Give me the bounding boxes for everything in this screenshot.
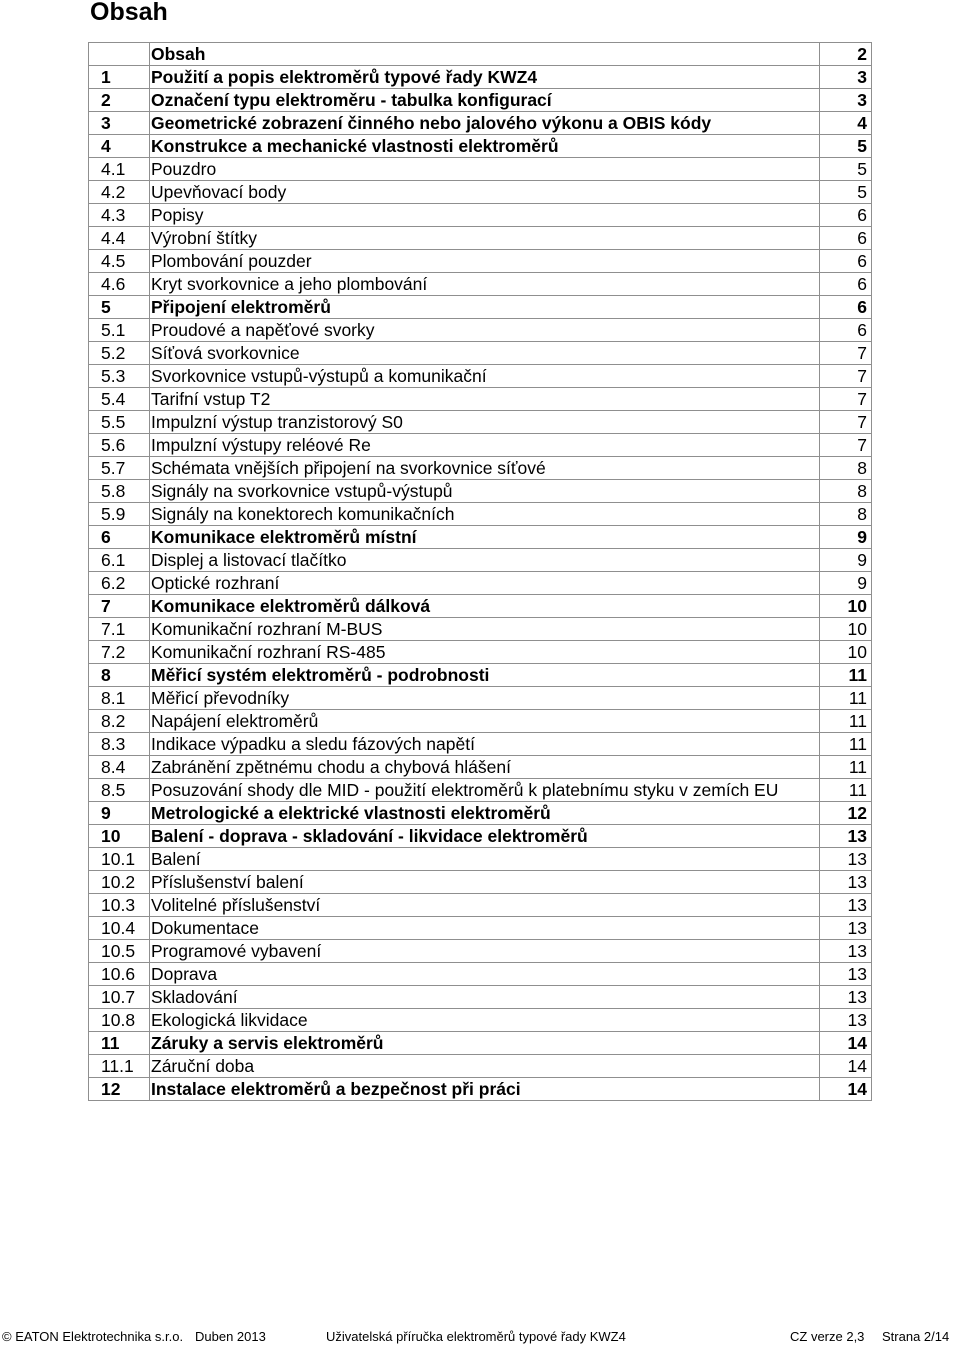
toc-row bbox=[89, 1009, 872, 1032]
toc-entry-title: Napájení elektroměrů bbox=[150, 710, 820, 733]
toc-entry-title: Použití a popis elektroměrů typové řady KWZ4 bbox=[150, 66, 820, 89]
toc-entry-number: 4.1 bbox=[89, 158, 150, 181]
toc-entry-page: 8 bbox=[820, 457, 872, 480]
toc-entry-title: Komunikační rozhraní M-BUS bbox=[150, 618, 820, 641]
toc-row bbox=[89, 319, 872, 342]
toc-entry-title: Impulzní výstupy reléové Re bbox=[150, 434, 820, 457]
toc-entry-title: Balení - doprava - skladování - likvidace elektroměrů bbox=[150, 825, 820, 848]
toc-entry-title: Zabránění zpětnému chodu a chybová hlášení bbox=[150, 756, 820, 779]
toc-entry-page: 10 bbox=[820, 618, 872, 641]
toc-entry-number: 12 bbox=[89, 1078, 150, 1101]
toc-entry-number: 3 bbox=[89, 112, 150, 135]
toc-entry-page: 13 bbox=[820, 1009, 872, 1032]
toc-entry-page: 7 bbox=[820, 434, 872, 457]
toc-row bbox=[89, 687, 872, 710]
toc-entry-number: 6 bbox=[89, 526, 150, 549]
toc-entry-number: 5.8 bbox=[89, 480, 150, 503]
toc-row bbox=[89, 480, 872, 503]
toc-entry-title: Dokumentace bbox=[150, 917, 820, 940]
toc-entry-number: 7.1 bbox=[89, 618, 150, 641]
page-footer bbox=[0, 1327, 960, 1347]
toc-entry-page: 11 bbox=[820, 710, 872, 733]
toc-row bbox=[89, 66, 872, 89]
toc-entry-title: Konstrukce a mechanické vlastnosti elektroměrů bbox=[150, 135, 820, 158]
toc-entry-page: 6 bbox=[820, 204, 872, 227]
toc-row bbox=[89, 871, 872, 894]
toc-row bbox=[89, 963, 872, 986]
toc-entry-number: 5.6 bbox=[89, 434, 150, 457]
footer-copyright: © EATON Elektrotechnika s.r.o. bbox=[2, 1329, 184, 1344]
toc-entry-page: 6 bbox=[820, 319, 872, 342]
toc-entry-page: 11 bbox=[820, 733, 872, 756]
toc-entry-number: 5.4 bbox=[89, 388, 150, 411]
toc-row bbox=[89, 802, 872, 825]
toc-entry-number: 10.8 bbox=[89, 1009, 150, 1032]
toc-entry-number: 5.7 bbox=[89, 457, 150, 480]
toc-entry-title: Komunikace elektroměrů místní bbox=[150, 526, 820, 549]
toc-entry-title: Posuzování shody dle MID - použití elektroměrů k platebnímu styku v zemích EU bbox=[150, 779, 820, 802]
toc-body bbox=[89, 43, 872, 1101]
table-of-contents bbox=[88, 42, 872, 1101]
footer-document-title: Uživatelská příručka elektroměrů typové řady KWZ4 bbox=[326, 1329, 626, 1344]
toc-entry-number: 5.3 bbox=[89, 365, 150, 388]
footer-page-number: Strana 2/14 bbox=[882, 1329, 950, 1344]
toc-row bbox=[89, 1055, 872, 1078]
toc-entry-page: 14 bbox=[820, 1078, 872, 1101]
toc-entry-number bbox=[89, 43, 150, 66]
toc-row bbox=[89, 43, 872, 66]
toc-row bbox=[89, 917, 872, 940]
toc-entry-number: 4.3 bbox=[89, 204, 150, 227]
toc-entry-number: 5.2 bbox=[89, 342, 150, 365]
toc-row bbox=[89, 204, 872, 227]
toc-row bbox=[89, 296, 872, 319]
toc-entry-title: Geometrické zobrazení činného nebo jalového výkonu a OBIS kódy bbox=[150, 112, 820, 135]
toc-entry-title: Síťová svorkovnice bbox=[150, 342, 820, 365]
toc-entry-title: Volitelné příslušenství bbox=[150, 894, 820, 917]
toc-entry-page: 10 bbox=[820, 641, 872, 664]
toc-entry-number: 7.2 bbox=[89, 641, 150, 664]
toc-entry-number: 5.9 bbox=[89, 503, 150, 526]
toc-entry-title: Popisy bbox=[150, 204, 820, 227]
toc-entry-number: 9 bbox=[89, 802, 150, 825]
toc-row bbox=[89, 273, 872, 296]
toc-row bbox=[89, 1078, 872, 1101]
toc-entry-number: 10.2 bbox=[89, 871, 150, 894]
toc-row bbox=[89, 434, 872, 457]
toc-row bbox=[89, 733, 872, 756]
toc-row bbox=[89, 572, 872, 595]
toc-entry-title: Balení bbox=[150, 848, 820, 871]
toc-entry-page: 7 bbox=[820, 365, 872, 388]
footer-date: Duben 2013 bbox=[195, 1329, 266, 1344]
toc-row bbox=[89, 848, 872, 871]
toc-entry-page: 10 bbox=[820, 595, 872, 618]
toc-entry-title: Metrologické a elektrické vlastnosti elektroměrů bbox=[150, 802, 820, 825]
toc-entry-title: Výrobní štítky bbox=[150, 227, 820, 250]
toc-entry-page: 13 bbox=[820, 825, 872, 848]
toc-row bbox=[89, 756, 872, 779]
toc-entry-title: Komunikační rozhraní RS-485 bbox=[150, 641, 820, 664]
toc-entry-page: 6 bbox=[820, 273, 872, 296]
toc-entry-number: 8.1 bbox=[89, 687, 150, 710]
toc-entry-page: 6 bbox=[820, 227, 872, 250]
toc-entry-number: 7 bbox=[89, 595, 150, 618]
toc-entry-title: Displej a listovací tlačítko bbox=[150, 549, 820, 572]
toc-entry-title: Připojení elektroměrů bbox=[150, 296, 820, 319]
toc-entry-number: 5 bbox=[89, 296, 150, 319]
toc-entry-page: 13 bbox=[820, 940, 872, 963]
toc-entry-title: Záruční doba bbox=[150, 1055, 820, 1078]
toc-entry-number: 10.1 bbox=[89, 848, 150, 871]
toc-row bbox=[89, 227, 872, 250]
toc-entry-title: Plombování pouzder bbox=[150, 250, 820, 273]
toc-entry-number: 10.6 bbox=[89, 963, 150, 986]
toc-row bbox=[89, 365, 872, 388]
toc-entry-title: Schémata vnějších připojení na svorkovnice síťové bbox=[150, 457, 820, 480]
toc-entry-page: 6 bbox=[820, 296, 872, 319]
toc-entry-number: 8.3 bbox=[89, 733, 150, 756]
toc-entry-title: Programové vybavení bbox=[150, 940, 820, 963]
toc-entry-title: Signály na svorkovnice vstupů-výstupů bbox=[150, 480, 820, 503]
toc-row bbox=[89, 664, 872, 687]
toc-entry-page: 13 bbox=[820, 871, 872, 894]
toc-entry-page: 9 bbox=[820, 572, 872, 595]
toc-entry-title: Záruky a servis elektroměrů bbox=[150, 1032, 820, 1055]
toc-entry-page: 3 bbox=[820, 89, 872, 112]
toc-entry-title: Označení typu elektroměru - tabulka konfigurací bbox=[150, 89, 820, 112]
toc-row bbox=[89, 250, 872, 273]
toc-entry-page: 7 bbox=[820, 411, 872, 434]
toc-entry-title: Proudové a napěťové svorky bbox=[150, 319, 820, 342]
toc-entry-number: 10.3 bbox=[89, 894, 150, 917]
toc-entry-number: 4 bbox=[89, 135, 150, 158]
toc-entry-page: 13 bbox=[820, 963, 872, 986]
toc-entry-page: 9 bbox=[820, 526, 872, 549]
toc-row bbox=[89, 1032, 872, 1055]
toc-entry-number: 11 bbox=[89, 1032, 150, 1055]
toc-row bbox=[89, 388, 872, 411]
toc-entry-page: 13 bbox=[820, 917, 872, 940]
toc-entry-title: Příslušenství balení bbox=[150, 871, 820, 894]
toc-entry-page: 4 bbox=[820, 112, 872, 135]
toc-entry-number: 6.2 bbox=[89, 572, 150, 595]
toc-row bbox=[89, 986, 872, 1009]
toc-entry-title: Skladování bbox=[150, 986, 820, 1009]
page-title: Obsah bbox=[90, 0, 168, 26]
toc-entry-page: 5 bbox=[820, 181, 872, 204]
toc-entry-title: Svorkovnice vstupů-výstupů a komunikační bbox=[150, 365, 820, 388]
toc-entry-page: 13 bbox=[820, 894, 872, 917]
toc-row bbox=[89, 940, 872, 963]
toc-entry-title: Optické rozhraní bbox=[150, 572, 820, 595]
toc-entry-title: Signály na konektorech komunikačních bbox=[150, 503, 820, 526]
toc-row bbox=[89, 135, 872, 158]
toc-row bbox=[89, 526, 872, 549]
toc-entry-title: Tarifní vstup T2 bbox=[150, 388, 820, 411]
toc-entry-title: Měřicí převodníky bbox=[150, 687, 820, 710]
toc-entry-page: 5 bbox=[820, 135, 872, 158]
toc-entry-page: 11 bbox=[820, 779, 872, 802]
toc-entry-number: 8.5 bbox=[89, 779, 150, 802]
toc-entry-page: 14 bbox=[820, 1032, 872, 1055]
toc-entry-number: 6.1 bbox=[89, 549, 150, 572]
toc-entry-title: Kryt svorkovnice a jeho plombování bbox=[150, 273, 820, 296]
toc-entry-number: 8 bbox=[89, 664, 150, 687]
toc-entry-page: 8 bbox=[820, 480, 872, 503]
toc-entry-page: 2 bbox=[820, 43, 872, 66]
toc-entry-title: Komunikace elektroměrů dálková bbox=[150, 595, 820, 618]
toc-entry-number: 4.6 bbox=[89, 273, 150, 296]
toc-entry-title: Měřicí systém elektroměrů - podrobnosti bbox=[150, 664, 820, 687]
toc-row bbox=[89, 342, 872, 365]
toc-entry-title: Impulzní výstup tranzistorový S0 bbox=[150, 411, 820, 434]
toc-row bbox=[89, 89, 872, 112]
toc-entry-number: 4.4 bbox=[89, 227, 150, 250]
toc-entry-page: 13 bbox=[820, 848, 872, 871]
toc-entry-page: 7 bbox=[820, 342, 872, 365]
toc-entry-number: 4.2 bbox=[89, 181, 150, 204]
toc-entry-number: 5.1 bbox=[89, 319, 150, 342]
footer-version: CZ verze 2,3 bbox=[790, 1329, 865, 1344]
toc-row bbox=[89, 894, 872, 917]
toc-entry-title: Ekologická likvidace bbox=[150, 1009, 820, 1032]
toc-row bbox=[89, 549, 872, 572]
toc-entry-title: Obsah bbox=[150, 43, 820, 66]
toc-entry-number: 10.5 bbox=[89, 940, 150, 963]
toc-entry-number: 10.7 bbox=[89, 986, 150, 1009]
toc-row bbox=[89, 641, 872, 664]
toc-entry-page: 9 bbox=[820, 549, 872, 572]
toc-entry-number: 5.5 bbox=[89, 411, 150, 434]
toc-row bbox=[89, 112, 872, 135]
toc-entry-number: 8.2 bbox=[89, 710, 150, 733]
toc-entry-page: 14 bbox=[820, 1055, 872, 1078]
toc-row bbox=[89, 411, 872, 434]
toc-entry-number: 11.1 bbox=[89, 1055, 150, 1078]
toc-row bbox=[89, 618, 872, 641]
toc-row bbox=[89, 158, 872, 181]
toc-entry-page: 3 bbox=[820, 66, 872, 89]
toc-entry-title: Indikace výpadku a sledu fázových napětí bbox=[150, 733, 820, 756]
toc-entry-title: Pouzdro bbox=[150, 158, 820, 181]
toc-entry-title: Instalace elektroměrů a bezpečnost při práci bbox=[150, 1078, 820, 1101]
toc-entry-title: Upevňovací body bbox=[150, 181, 820, 204]
toc-entry-page: 11 bbox=[820, 687, 872, 710]
toc-row bbox=[89, 595, 872, 618]
toc-row bbox=[89, 457, 872, 480]
toc-row bbox=[89, 779, 872, 802]
toc-entry-page: 13 bbox=[820, 986, 872, 1009]
toc-row bbox=[89, 710, 872, 733]
toc-entry-number: 8.4 bbox=[89, 756, 150, 779]
toc-entry-number: 10.4 bbox=[89, 917, 150, 940]
toc-entry-page: 6 bbox=[820, 250, 872, 273]
toc-entry-page: 7 bbox=[820, 388, 872, 411]
toc-row bbox=[89, 181, 872, 204]
toc-entry-page: 11 bbox=[820, 664, 872, 687]
toc-entry-title: Doprava bbox=[150, 963, 820, 986]
toc-entry-number: 4.5 bbox=[89, 250, 150, 273]
toc-entry-page: 5 bbox=[820, 158, 872, 181]
toc-row bbox=[89, 825, 872, 848]
toc-entry-number: 2 bbox=[89, 89, 150, 112]
toc-entry-number: 10 bbox=[89, 825, 150, 848]
toc-row bbox=[89, 503, 872, 526]
toc-entry-page: 8 bbox=[820, 503, 872, 526]
toc-entry-number: 1 bbox=[89, 66, 150, 89]
toc-entry-page: 11 bbox=[820, 756, 872, 779]
toc-entry-page: 12 bbox=[820, 802, 872, 825]
